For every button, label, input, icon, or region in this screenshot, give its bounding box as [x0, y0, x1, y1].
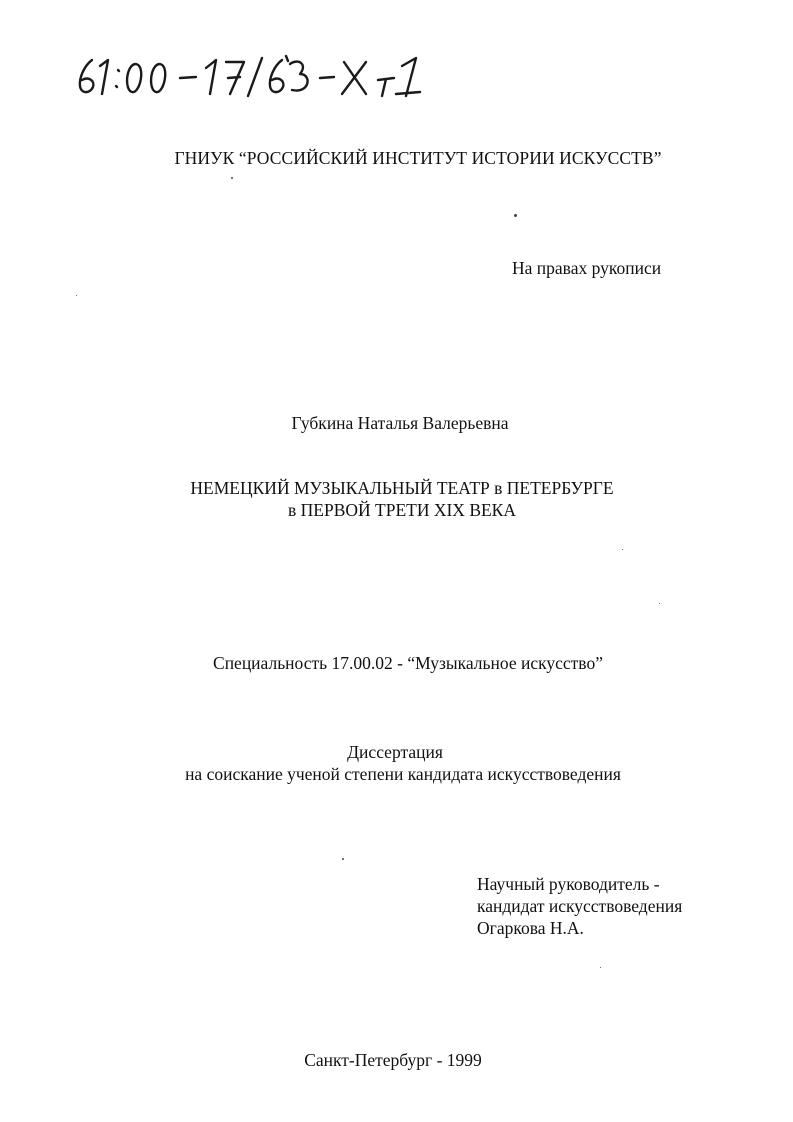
scan-speck [342, 858, 344, 860]
rights-note: На правах рукописи [512, 258, 662, 278]
degree-purpose: на соискание ученой степени кандидата искусствоведения [185, 764, 621, 784]
handwritten-code-drawing [76, 52, 436, 100]
scan-speck [600, 967, 601, 968]
thesis-title-line-2: в ПЕРВОЙ ТРЕТИ XIX ВЕКА [288, 500, 516, 520]
scan-speck [514, 214, 517, 217]
scan-speck [622, 549, 623, 550]
supervisor-role: Научный руководитель - [477, 874, 660, 894]
dissertation-label: Диссертация [347, 742, 443, 762]
thesis-title-line-1: НЕМЕЦКИЙ МУЗЫКАЛЬНЫЙ ТЕАТР в ПЕТЕРБУРГЕ [190, 478, 614, 498]
author-name: Губкина Наталья Валерьевна [291, 413, 509, 433]
supervisor-degree: кандидат искусствоведения [477, 896, 683, 916]
city-year: Санкт-Петербург - 1999 [304, 1050, 482, 1070]
supervisor-name: Огаркова Н.А. [477, 918, 584, 938]
handwritten-catalog-code [76, 52, 436, 100]
scan-speck [231, 177, 233, 179]
specialty: Специальность 17.00.02 - “Музыкальное искусство” [213, 653, 603, 673]
scan-speck [76, 295, 77, 296]
institute-name: ГНИУК “РОССИЙСКИЙ ИНСТИТУТ ИСТОРИИ ИСКУССТВ” [174, 148, 662, 168]
scan-speck [659, 603, 660, 604]
